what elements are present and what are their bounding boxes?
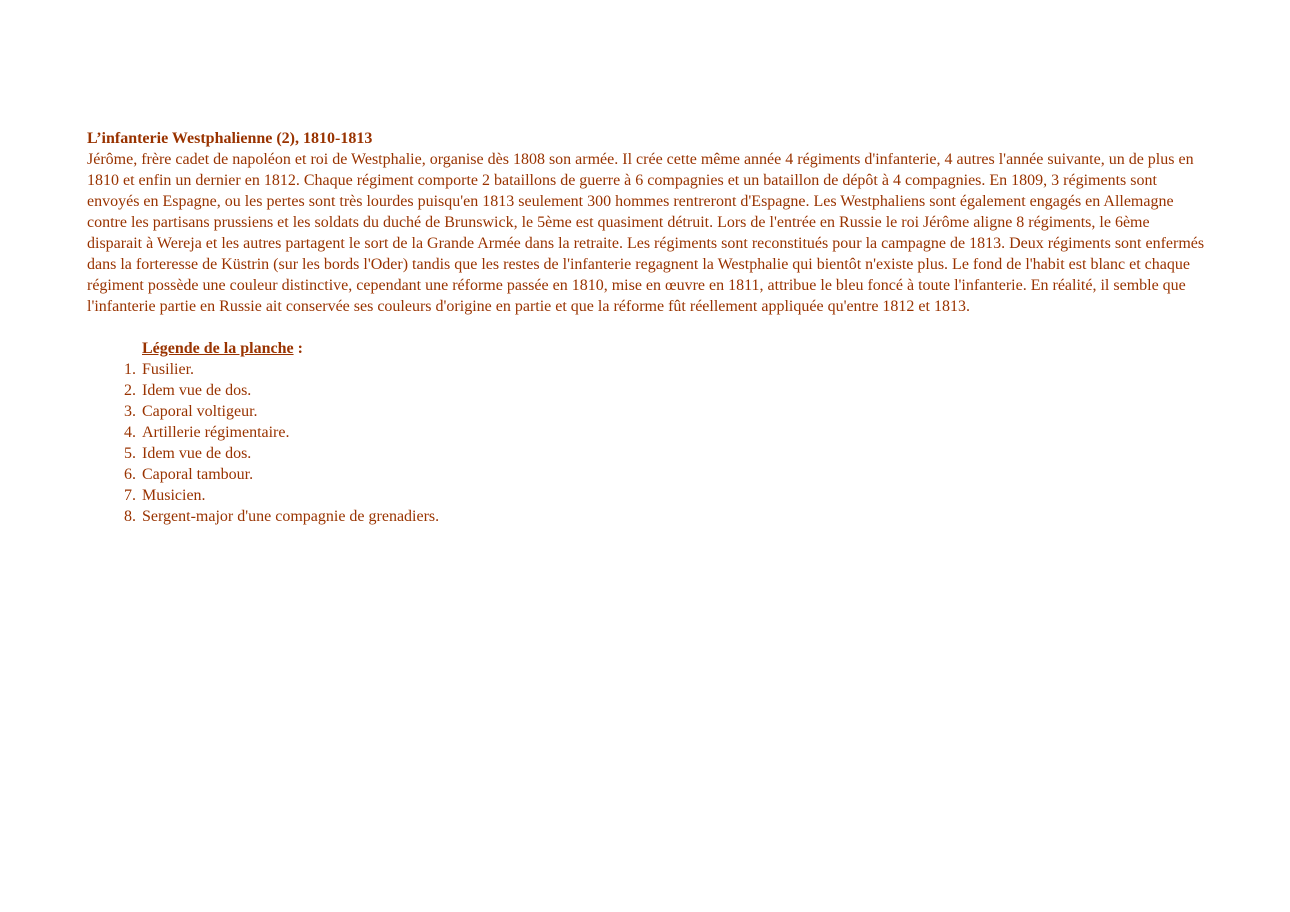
legend-item-text: Caporal tambour.: [142, 466, 254, 483]
legend-item: [124, 443, 1207, 464]
legend-item-number: 4.: [124, 424, 136, 441]
legend-item-text: Fusilier.: [142, 361, 195, 378]
legend-heading-text: Légende de la planche: [142, 340, 294, 357]
legend-item-number: 3.: [124, 403, 136, 420]
legend-item-number: 6.: [124, 466, 136, 483]
legend-item-number: 2.: [124, 382, 136, 399]
document-body: Jérôme, frère cadet de napoléon et roi de Westphalie, organise dès 1808 son armée. Il crée cette même année 4 régiments d'infanterie, 4 autres l'année suivante, un de plus en 1810 et enfin un dernier en 1812. Chaque régiment comporte 2 bataillons de guerre à 6 compagnies et un bataillon de dépôt à 4 compagnies. En 1809, 3 régiments sont envoyés en Espagne, ou les pertes sont très lourdes puisqu'en 1813 seulement 300 hommes rentreront d'Espagne. Les Westphaliens sont également engagés en Allemagne contre les partisans prussiens et les soldats du duché de Brunswick, le 5ème est quasiment détruit. Lors de l'entrée en Russie le roi Jérôme aligne 8 régiments, le 6ème disparait à Wereja et les autres partagent le sort de la Grande Armée dans la retraite. Les régiments sont reconstitués pour la campagne de 1813. Deux régiments sont enfermés dans la forteresse de Küstrin (sur les bords l'Oder) tandis que les restes de l'infanterie regagnent la Westphalie qui bientôt n'existe plus. Le fond de l'habit est blanc et chaque régiment possède une couleur distinctive, cependant une réforme passée en 1810, mise en œuvre en 1811, attribue le bleu foncé à toute l'infanterie. En réalité, il semble que l'infanterie partie en Russie ait conservée ses couleurs d'origine en partie et que la réforme fût réellement appliquée qu'entre 1812 et 1813.: [87, 151, 1205, 315]
legend-item: [124, 464, 1207, 485]
legend-heading-suffix: :: [293, 340, 303, 357]
document-page: [87, 128, 1207, 527]
legend-item-text: Sergent-major d'une compagnie de grenadiers.: [142, 508, 440, 525]
legend-item-text: Idem vue de dos.: [142, 382, 252, 399]
legend-item-text: Caporal voltigeur.: [142, 403, 258, 420]
legend-item-number: 7.: [124, 487, 136, 504]
legend-item-text: Artillerie régimentaire.: [142, 424, 290, 441]
legend-item-number: 8.: [124, 508, 136, 525]
legend-item-text: Idem vue de dos.: [142, 445, 252, 462]
legend-item-number: 1.: [124, 361, 136, 378]
legend-item-number: 5.: [124, 445, 136, 462]
legend-item: [124, 506, 1207, 527]
legend-item: [124, 380, 1207, 401]
legend-section: [87, 338, 1207, 527]
legend-heading: [142, 338, 1207, 359]
legend-list: [124, 359, 1207, 527]
legend-item-text: Musicien.: [142, 487, 206, 504]
legend-item: [124, 359, 1207, 380]
document-title: L’infanterie Westphalienne (2), 1810-1813: [87, 130, 373, 147]
legend-item: [124, 401, 1207, 422]
legend-item: [124, 485, 1207, 506]
legend-item: [124, 422, 1207, 443]
